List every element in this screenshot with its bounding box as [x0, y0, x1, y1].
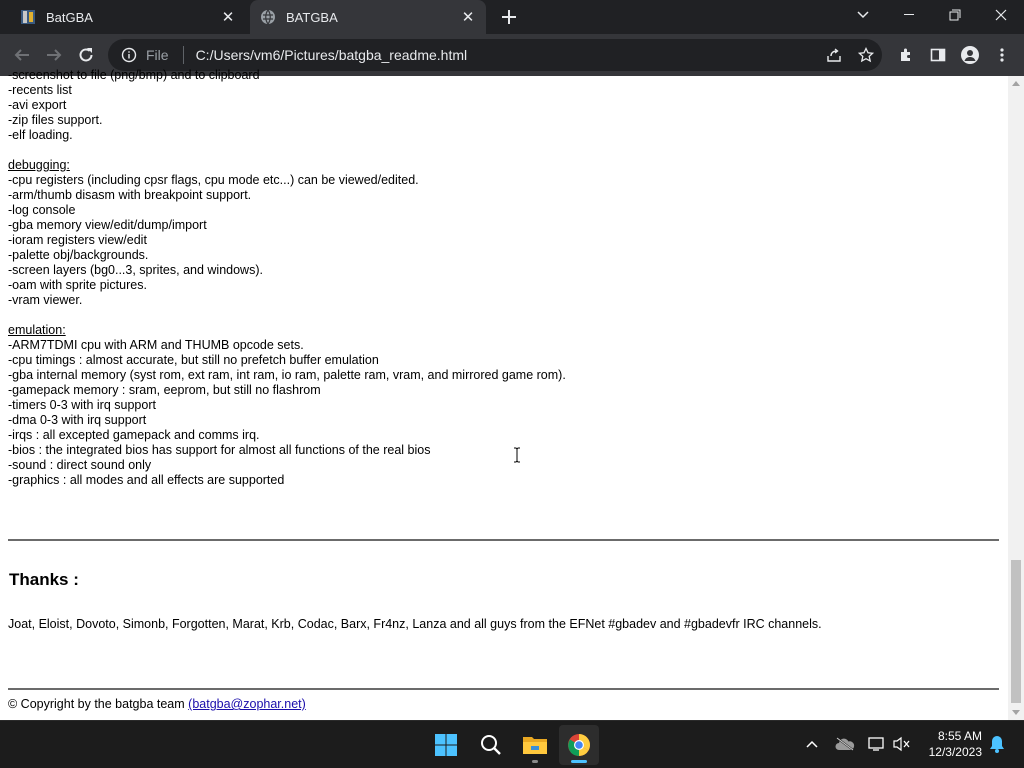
list-item: -sound : direct sound only — [8, 458, 152, 472]
list-item: -ARM7TDMI cpu with ARM and THUMB opcode sets. — [8, 338, 304, 352]
horizontal-rule — [8, 688, 999, 690]
batgba-favicon-icon — [20, 9, 36, 25]
list-item: -log console — [8, 203, 76, 217]
scroll-down-arrow-icon[interactable] — [1012, 710, 1020, 715]
address-divider — [183, 46, 184, 64]
copyright-text: © Copyright by the batgba team — [8, 697, 189, 711]
windows-taskbar — [0, 720, 1024, 768]
address-url[interactable]: C:/Users/vm6/Pictures/batgba_readme.html — [195, 47, 468, 63]
list-item: -screenshot to file (png/bmp) and to clipboard — [8, 68, 260, 82]
list-item: -palette obj/backgrounds. — [8, 248, 149, 262]
list-item: -oam with sprite pictures. — [8, 278, 147, 292]
tab-batgba[interactable] — [8, 0, 246, 34]
email-link[interactable]: (batgba@zophar.net) — [188, 697, 306, 711]
vertical-scrollbar[interactable] — [1008, 76, 1024, 720]
address-scheme: File — [146, 47, 169, 63]
list-item: -screen layers (bg0...3, sprites, and windows). — [8, 263, 263, 277]
back-arrow-icon[interactable] — [10, 43, 34, 67]
list-item: -recents list — [8, 83, 72, 97]
copyright — [8, 697, 306, 711]
text-cursor-icon — [514, 447, 520, 463]
thanks-text: Joat, Eloist, Dovoto, Simonb, Forgotten, Marat, Krb, Codac, Barx, Fr4nz, Lanza and all guys from the EFNet #gbadev and #gbadevfr IRC channels. — [8, 617, 822, 631]
clock-time: 8:55 AM — [937, 729, 982, 743]
close-icon[interactable]: ✕ — [221, 9, 235, 26]
menu-kebab-icon[interactable] — [990, 43, 1014, 67]
bookmark-star-icon[interactable] — [854, 43, 878, 67]
readme-features — [8, 68, 1000, 488]
scrollbar-thumb[interactable] — [1011, 560, 1021, 703]
notification-bell-icon[interactable] — [986, 733, 1008, 755]
new-tab-button[interactable] — [497, 5, 521, 29]
volume-muted-icon[interactable] — [891, 733, 913, 755]
tab-title: BATGBA — [286, 9, 338, 25]
list-item: -elf loading. — [8, 128, 73, 142]
list-item: -zip files support. — [8, 113, 103, 127]
list-item: -bios : the integrated bios has support for almost all functions of the real bios — [8, 443, 431, 457]
windows-start-icon[interactable] — [426, 725, 466, 765]
search-icon[interactable] — [471, 725, 511, 765]
scroll-up-arrow-icon[interactable] — [1012, 81, 1020, 86]
active-indicator — [571, 760, 587, 763]
chrome-icon[interactable] — [559, 725, 599, 765]
globe-icon — [260, 9, 276, 25]
features-list — [8, 68, 1000, 143]
thanks-heading: Thanks : — [9, 570, 79, 589]
network-icon[interactable] — [866, 733, 888, 755]
tab-strip — [0, 0, 1024, 34]
tab-search-chevron-down-icon[interactable] — [840, 0, 886, 30]
list-item: -gba internal memory (syst rom, ext ram, int ram, io ram, palette ram, vram, and mirrored game rom). — [8, 368, 566, 382]
list-item: -cpu timings : almost accurate, but still no prefetch buffer emulation — [8, 353, 379, 367]
close-icon[interactable]: ✕ — [461, 9, 475, 26]
tab-batgba-active[interactable] — [250, 0, 486, 34]
onedrive-icon[interactable] — [834, 733, 856, 755]
clock-date: 12/3/2023 — [928, 745, 982, 759]
list-item: -arm/thumb disasm with breakpoint support. — [8, 188, 252, 202]
emulation-heading: emulation: — [8, 323, 66, 337]
debugging-heading: debugging: — [8, 158, 70, 172]
list-item: -dma 0-3 with irq support — [8, 413, 147, 427]
profile-avatar-icon[interactable] — [958, 43, 982, 67]
list-item: -graphics : all modes and all effects are supported — [8, 473, 285, 487]
tab-title: BatGBA — [46, 9, 93, 25]
taskbar-clock[interactable] — [912, 728, 982, 760]
share-icon[interactable] — [822, 43, 846, 67]
list-item: -gamepack memory : sram, eeprom, but still no flashrom — [8, 383, 321, 397]
list-item: -irqs : all excepted gamepack and comms irq. — [8, 428, 260, 442]
restore-icon[interactable] — [932, 0, 978, 30]
debugging-list — [8, 173, 1000, 308]
address-bar[interactable] — [108, 39, 882, 71]
page-viewport — [0, 68, 1008, 720]
list-item: -timers 0-3 with irq support — [8, 398, 156, 412]
emulation-list — [8, 338, 1000, 488]
list-item: -cpu registers (including cpsr flags, cpu mode etc...) can be viewed/edited. — [8, 173, 419, 187]
chevron-up-icon[interactable] — [801, 733, 823, 755]
list-item: -vram viewer. — [8, 293, 83, 307]
file-explorer-icon[interactable] — [515, 725, 555, 765]
forward-arrow-icon[interactable] — [42, 43, 66, 67]
list-item: -avi export — [8, 98, 67, 112]
window-close-icon[interactable] — [978, 0, 1024, 30]
running-indicator — [532, 760, 538, 763]
horizontal-rule — [8, 539, 999, 541]
extensions-puzzle-icon[interactable] — [894, 43, 918, 67]
list-item: -ioram registers view/edit — [8, 233, 147, 247]
side-panel-icon[interactable] — [926, 43, 950, 67]
info-icon[interactable] — [116, 47, 142, 63]
reload-icon[interactable] — [74, 43, 98, 67]
list-item: -gba memory view/edit/dump/import — [8, 218, 207, 232]
minimize-icon[interactable] — [886, 0, 932, 30]
